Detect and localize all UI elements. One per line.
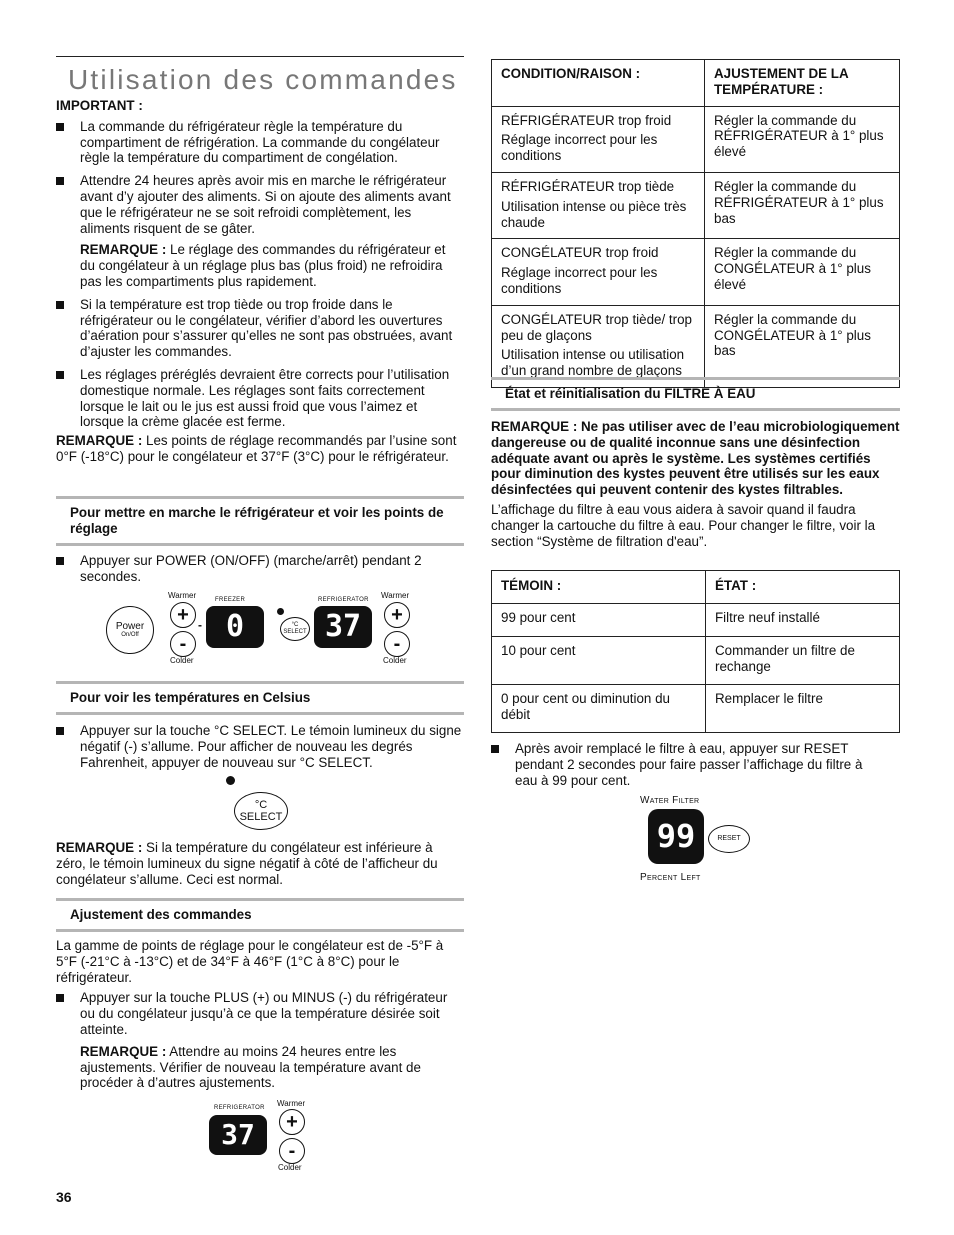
section-heading-celsius: Pour voir les températures en Celsius [56, 681, 464, 715]
fridge-minus-button[interactable]: - [384, 631, 410, 657]
important-block [56, 98, 464, 465]
note-text: Si la température du congélateur est inférieure à zéro, le témoin lumineux du signe négatif à côté de l’afficheur du congélateur s’allume. Ceci est normal. [56, 840, 438, 887]
table-row [492, 685, 900, 733]
bullet-c-select: Appuyer sur la touche °C SELECT. Le témoin lumineux du signe négatif (-) s’allume. Pour afficher de nouveau les degrés Fahrenheit, appuyer de nouveau sur °C SELECT. [56, 723, 464, 770]
c-select-button[interactable] [280, 617, 310, 641]
negative-sign-indicator: - [198, 618, 202, 632]
title-rule [56, 56, 464, 57]
water-filter-text [491, 419, 900, 549]
adjustment-cell: Régler la commande du RÉFRIGÉRATEUR à 1° plus bas [705, 172, 900, 238]
refrigerator-display-label: REFRIGERATOR [318, 597, 369, 603]
adjustment-table [491, 59, 900, 388]
power-label: Power [115, 621, 145, 632]
colder-label: Colder [278, 1163, 302, 1172]
celsius-note [56, 840, 464, 887]
page-title: Utilisation des commandes [68, 64, 458, 95]
negative-indicator-dot [226, 776, 235, 785]
note-lower-setting [56, 242, 464, 289]
filter-reset-instructions [491, 741, 888, 788]
temoin-cell: 99 pour cent [492, 604, 706, 637]
section-heading-water-filter: État et réinitialisation du FILTRE À EAU [491, 377, 900, 411]
condition-text: RÉFRIGÉRATEUR trop tiède [501, 178, 675, 194]
celsius-instructions [56, 723, 464, 770]
condition-cell [492, 172, 705, 238]
freezer-colder-label: Colder [170, 656, 194, 665]
table-row [492, 106, 900, 172]
power-button[interactable] [106, 606, 154, 654]
refrigerator-display: 37 [314, 606, 372, 648]
note-factory-setpoints [56, 433, 464, 465]
freezer-display-label: FREEZER [215, 597, 246, 603]
freezer-warmer-label: Warmer [168, 591, 197, 600]
freezer-plus-button[interactable]: + [170, 602, 196, 628]
condition-text: RÉFRIGÉRATEUR trop froid [501, 112, 672, 128]
celsius-indicator-dot [277, 608, 284, 615]
note-label: REMARQUE : [56, 840, 143, 855]
refrigerator-display: 37 [209, 1115, 267, 1155]
section-heading-adjust: Ajustement des commandes [56, 898, 464, 932]
important-label: IMPORTANT : [56, 98, 143, 113]
adjust-instructions [56, 938, 464, 1091]
reason-text: Utilisation intense ou utilisation d’un grand nombre de glaçons [501, 347, 685, 379]
bullet-check-vents: Si la température est trop tiède ou trop froide dans le réfrigérateur ou le congélateur, vérifier d’abord les ouvertures d’aération pour s’assurer qu’elles ne sont pas obstruées, avant d’ajuster les commandes. [56, 297, 464, 360]
fridge-colder-label: Colder [383, 656, 407, 665]
adjustment-cell: Régler la commande du RÉFRIGÉRATEUR à 1° plus élevé [705, 106, 900, 172]
c-select-text: SELECT [239, 811, 283, 823]
table-row [492, 172, 900, 238]
note-freezer-below-zero [56, 840, 464, 887]
page-number: 36 [56, 1189, 72, 1205]
control-panel-illustration [100, 590, 430, 668]
minus-button[interactable]: - [279, 1138, 305, 1164]
percent-left-label: Percent Left [640, 872, 701, 883]
table-header-temoin: TÉMOIN : [492, 571, 706, 604]
bullet-presets: Les réglages préréglés devraient être corrects pour l’utilisation domestique normale. Les réglages sont faits correctement lorsque le lait ou le jus est aussi froid que vous l’aimez et lorsque la crème glacée est ferme. [56, 367, 464, 430]
table-row [492, 305, 900, 387]
reason-text: Utilisation intense ou pièce très chaude [501, 198, 687, 230]
freezer-minus-button[interactable]: - [170, 631, 196, 657]
setpoint-range-text: La gamme de points de réglage pour le congélateur est de -5°F à 5°F (-21°C à -13°C) et de 34°F à 46°F (1°C à 8°C) pour le réfrigérateur. [56, 938, 444, 985]
etat-cell: Remplacer le filtre [706, 685, 900, 733]
fridge-plus-button[interactable]: + [384, 602, 410, 628]
bullet-refrigerator-control: La commande du réfrigérateur règle la température du compartiment de réfrigération. La commande du congélateur règle la température du compartiment de congélation. [56, 119, 464, 166]
table-header-adjustment: AJUSTEMENT DE LA TEMPÉRATURE : [705, 60, 900, 107]
c-select-degree: °C [254, 799, 268, 811]
c-select-text: SELECT [283, 629, 307, 635]
fridge-warmer-label: Warmer [381, 591, 410, 600]
reason-text: Réglage incorrect pour les conditions [501, 132, 658, 164]
power-sub-label: On/Off [121, 632, 139, 638]
c-select-degree: °C [291, 622, 299, 628]
c-select-button-large[interactable] [234, 792, 288, 830]
table-row [492, 637, 900, 685]
etat-cell: Filtre neuf installé [706, 604, 900, 637]
table-header-condition: CONDITION/RAISON : [492, 60, 705, 107]
condition-text: CONGÉLATEUR trop froid [501, 245, 659, 261]
adjustment-table-wrapper [491, 59, 900, 388]
note-label: REMARQUE : [56, 433, 143, 449]
note-label: REMARQUE : [80, 242, 167, 258]
refrigerator-display-label: REFRIGERATOR [214, 1105, 265, 1111]
freezer-display: 0 [206, 606, 264, 648]
table-row [492, 239, 900, 305]
condition-cell [492, 305, 705, 387]
section-heading-power: Pour mettre en marche le réfrigérateur et voir les points de réglage [56, 496, 464, 546]
filter-display: 99 [648, 809, 704, 864]
power-instructions [56, 553, 464, 585]
table-header-etat: ÉTAT : [706, 571, 900, 604]
adjustment-cell: Régler la commande du CONGÉLATEUR à 1° plus bas [705, 305, 900, 387]
note-text: Les points de réglage recommandés par l’usine sont 0°F (-18°C) pour le congélateur et 37°F (3°C) pour le réfrigérateur. [56, 433, 457, 464]
table-row [492, 604, 900, 637]
adjustment-cell: Régler la commande du CONGÉLATEUR à 1° plus élevé [705, 239, 900, 305]
note-text: Le réglage des commandes du réfrigérateur et du congélateur à un réglage plus bas (plus froid) ne refroidira pas les compartiments plus rapidement. [80, 242, 446, 289]
temoin-cell: 0 pour cent ou diminution du débit [492, 685, 706, 733]
bullet-wait-24h: Attendre 24 heures après avoir mis en marche le réfrigérateur avant d’y ajouter des aliments. Si on ajoute des aliments avant que le réfrigérateur ne se soit refroidi complètement, les aliments risquent de se gâter. [56, 173, 464, 236]
note-text: Attendre au moins 24 heures entre les ajustements. Vérifier de nouveau la température avant de procéder à d’autres ajustements. [80, 1043, 421, 1091]
water-filter-paragraph: L’affichage du filtre à eau vous aidera à savoir quand il faudra changer la cartouche du filtre à eau. Pour changer le filtre, voir la section “Système de filtration d'eau”. [491, 501, 876, 549]
condition-text: CONGÉLATEUR trop tiède/ trop peu de glaçons [501, 311, 693, 343]
bullet-plus-minus: Appuyer sur la touche PLUS (+) ou MINUS (-) du réfrigérateur ou du congélateur jusqu’à ce que la température désirée soit atteinte. [56, 990, 464, 1037]
condition-cell [492, 239, 705, 305]
condition-cell [492, 106, 705, 172]
warmer-label: Warmer [277, 1099, 306, 1108]
filter-status-table-wrapper [491, 570, 900, 733]
reset-label: RESET [717, 835, 741, 842]
etat-cell: Commander un filtre de rechange [706, 637, 900, 685]
water-filter-label: Water Filter [640, 795, 700, 806]
refrigerator-control-illustration [206, 1098, 326, 1174]
note-wait-between-adjustments [56, 1044, 464, 1091]
bullet-reset-filter: Après avoir remplacé le filtre à eau, appuyer sur RESET pendant 2 secondes pour faire passer l’affichage du filtre à eau à 99 pour cent. [491, 741, 888, 788]
reset-button[interactable] [708, 825, 750, 853]
note-label: REMARQUE : [80, 1043, 167, 1059]
filter-status-table [491, 570, 900, 733]
plus-button[interactable]: + [279, 1109, 305, 1135]
temoin-cell: 10 pour cent [492, 637, 706, 685]
bullet-press-power: Appuyer sur POWER (ON/OFF) (marche/arrêt) pendant 2 secondes. [56, 553, 464, 585]
reason-text: Réglage incorrect pour les conditions [501, 265, 658, 296]
water-filter-warning: REMARQUE : Ne pas utiliser avec de l’eau microbiologiquement dangereuse ou de qualité inconnue sans une désinfection adéquate avant ou après le système. Les systèmes certifiés pour diminution des kystes peuvent être utilisés sur les eaux désinfectées qui peuvent contenir des kystes filtrables. [491, 419, 900, 498]
water-filter-illustration [638, 790, 758, 886]
